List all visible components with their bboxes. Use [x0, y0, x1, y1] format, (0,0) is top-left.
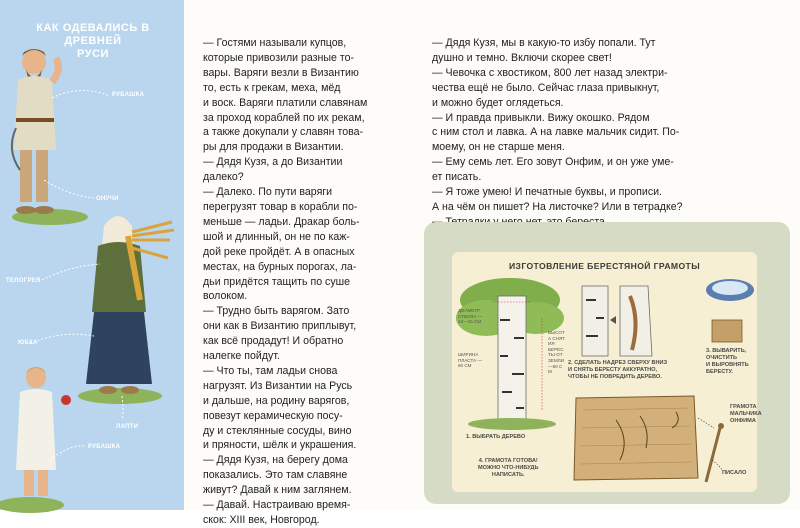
text-line: за проход кораблей по их рекам, [203, 111, 365, 124]
step-4: 4. ГРАМОТА ГОТОВА! МОЖНО ЧТО-НИБУДЬ НАПИСАТЬ. [478, 458, 539, 478]
text-line: дьи придётся тащить по суше [203, 275, 351, 288]
text-line: местах, на бурных порогах, ла- [203, 260, 357, 273]
text-line: — Трудно быть варягом. Зато [203, 305, 350, 318]
text-line: душно и темно. Включи скорее свет! [432, 51, 612, 64]
text-line: шой и длинный, он не по каж- [203, 230, 350, 243]
text-line: показались. Это там славяне [203, 469, 348, 482]
text-line: налегке пойдут. [203, 350, 280, 363]
text-line: — Чевочка с хвостиком, 800 лет назад электри- [432, 66, 668, 79]
text-line: — Дядя Кузя, мы в какую-то избу попали. Тут [432, 37, 656, 49]
text-line: повезут керамическую посу- [203, 409, 343, 422]
step-3: 3. ВЫВАРИТЬ, ОЧИСТИТЬ И ВЫРОВНЯТЬ БЕРЕСТУ. [706, 348, 749, 375]
text-line: моему, он не старше меня. [432, 141, 565, 154]
height-note: ВЫСОТА СНЯТИЯ БЕРЕСТЫ ОТ ЗЕМЛИ —60 СМ [548, 330, 566, 375]
birch-trunks-step2 [582, 286, 652, 356]
text-line: как всё продадут! И обратно [203, 335, 344, 348]
text-line: с ним стол и лавка. А на лавке мальчик сидит. По- [432, 126, 680, 139]
text-line: — Дядя Кузя, а до Византии [203, 156, 343, 169]
label-child-shirt: РУБАШКА [88, 444, 121, 450]
label-shirt: РУБАШКА [112, 92, 145, 98]
sidebar-title: КАК ОДЕВАЛИСЬ В ДРЕВНЕЙ РУСИ [36, 22, 150, 60]
pisalo-stylus [698, 418, 724, 482]
text-line: — Далеко. По пути варяги [203, 186, 333, 199]
text-line: ду и стеклянные сосуды, вино [203, 424, 352, 437]
step-2: 2. СДЕЛАТЬ НАДРЕЗ СВЕРХУ ВНИЗ И СНЯТЬ БЕРЕСТУ АККУРАТНО, ЧТОБЫ НЕ ПОВРЕДИТЬ ДЕРЕВО. [568, 360, 668, 380]
text-line: и воск. Варяги платили славянам [203, 96, 368, 109]
text-line: А на чём он пишет? На листочке? Или в тетрадке? [432, 200, 683, 213]
text-line: чества ещё не было. Сейчас глаза привыкнут, [432, 81, 660, 94]
text-line: — Дядя Кузя, на берегу дома [203, 454, 348, 467]
text-line: — Гостями называли купцов, [203, 37, 347, 49]
text-line: — Ему семь лет. Его зовут Онфим, и он уже уме- [432, 156, 674, 169]
text-line: перегрузят товар в корабли по- [203, 200, 358, 213]
text-line: они как в Византию приплывут, [203, 320, 357, 333]
bark-boil-step3 [706, 279, 754, 342]
text-line: и можно будет оглядеться. [432, 96, 564, 109]
text-line: вары. Варяги везли в Византию [203, 66, 359, 79]
text-line: нагрузят. Из Византии на Русь [203, 379, 353, 392]
text-line: и пряности, шёлк и украшения. [203, 439, 357, 452]
label-yubka: ЮБКА [18, 340, 38, 346]
text-line: волоком. [203, 290, 248, 303]
text-line: — И правда привыкли. Вижу окошко. Рядом [432, 111, 650, 124]
text-line: которые привозили разные то- [203, 51, 354, 64]
pisalo-label: ПИСАЛО [722, 470, 747, 476]
label-telogreya: ТЕЛОГРЕЯ [6, 278, 41, 284]
text-line: и дальше, на родину варягов, [203, 394, 350, 407]
text-line: живут? Давай к ним заглянем. [203, 484, 352, 497]
gramota-birch-bark [574, 396, 698, 480]
gramota-label: ГРАМОТА МАЛЬЧИКА ОНФИМА [730, 404, 762, 424]
text-line: ры для продажи в Византии. [203, 141, 344, 154]
text-line: меньше — ладьи. Дракар боль- [203, 215, 360, 228]
text-line: то, есть к грекам, меха, мёд [203, 81, 341, 94]
text-line: а также докупали у славян това- [203, 126, 364, 139]
width-note: ШИРИНА ПЛАСТА — 60 СМ [458, 352, 483, 369]
text-line: скок: XIII век, Новгород. [203, 514, 320, 526]
text-line: — Я тоже умею! И печатные буквы, и прописи. [432, 186, 662, 199]
diameter-note: ДИАМЕТР СТВОЛА — 13—15 СМ [458, 308, 483, 325]
text-line: ет писать. [432, 171, 482, 184]
text-line: — Что ты, там ладьи снова [203, 364, 338, 377]
text-line: — Давай. Настраиваю время- [203, 499, 351, 512]
text-line: далеко? [203, 171, 244, 184]
label-onuchi: ОНУЧИ [96, 196, 119, 202]
craft-title: ИЗГОТОВЛЕНИЕ БЕРЕСТЯНОЙ ГРАМОТЫ [508, 261, 701, 271]
text-line: дой реке пройдёт. А в опасных [203, 245, 355, 258]
step-1: 1. ВЫБРАТЬ ДЕРЕВО [466, 434, 526, 440]
label-lapti: ЛАПТИ [116, 424, 139, 430]
